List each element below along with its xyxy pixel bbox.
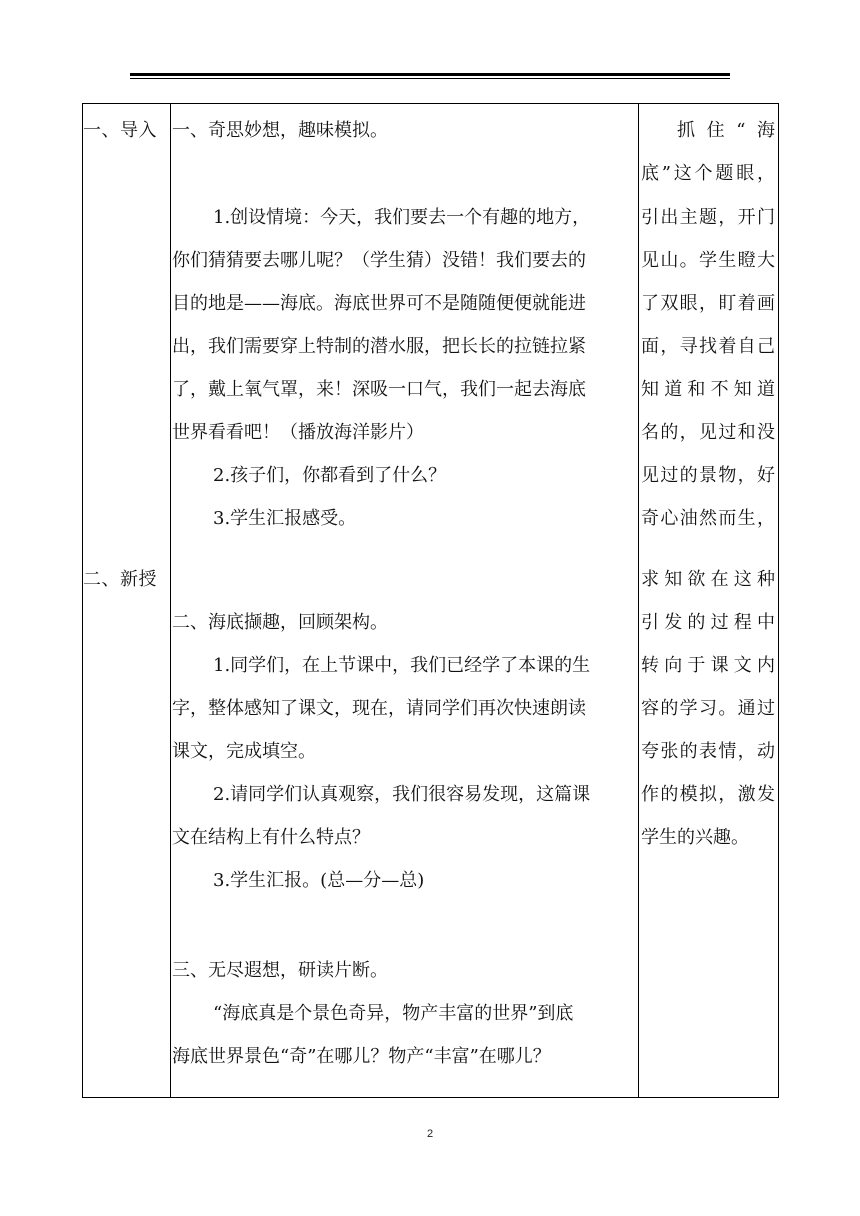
- lesson-plan-table: [82, 103, 779, 1098]
- note-line: 抓住“海: [677, 120, 775, 141]
- note-line: 夸张的表情，动: [641, 741, 775, 762]
- column-divider-notes: [638, 104, 639, 1097]
- note-line: 奇心油然而生，: [641, 508, 775, 529]
- note-line: 了双眼，盯着画: [641, 293, 775, 314]
- note-line: 引发的过程中: [641, 612, 775, 633]
- note-line: 面，寻找着自己: [641, 336, 775, 357]
- paragraph-line: 2.请同学们认真观察，我们很容易发现，这篇课: [213, 784, 591, 805]
- paragraph-line: 课文，完成填空。: [172, 741, 316, 762]
- paragraph-line: 目的地是——海底。海底世界可不是随随便便就能进: [172, 293, 586, 314]
- note-line: 名的，见过和没: [641, 422, 775, 443]
- note-line: 见过的景物，好: [641, 465, 775, 486]
- paragraph-line: 世界看看吧！（播放海洋影片）: [172, 422, 424, 443]
- column-divider-stage: [170, 104, 171, 1097]
- note-line: 底”这个题眼，: [641, 163, 775, 184]
- note-line: 求知欲在这种: [641, 569, 775, 590]
- section-title-2: 二、海底撷趣，回顾架构。: [172, 612, 388, 633]
- paragraph-line: 1.创设情境：今天，我们要去一个有趣的地方，: [213, 207, 591, 228]
- paragraph-line: 1.同学们，在上节课中，我们已经学了本课的生: [213, 655, 591, 676]
- note-line: 学生的兴趣。: [641, 827, 749, 848]
- stage-intro: 一、导入: [83, 120, 157, 141]
- paragraph-line: 海底世界景色“奇”在哪儿？物产“丰富”在哪儿？: [172, 1046, 551, 1067]
- paragraph-line: 了，戴上氧气罩，来！深吸一口气，我们一起去海底: [172, 379, 586, 400]
- paragraph-line: 2.孩子们，你都看到了什么？: [213, 465, 447, 486]
- section-title-1: 一、奇思妙想，趣味模拟。: [172, 120, 388, 141]
- page-number: 2: [426, 1128, 434, 1140]
- note-line: 容的学习。通过: [641, 698, 775, 719]
- paragraph-line: 你们猜猜要去哪儿呢？（学生猜）没错！我们要去的: [172, 250, 586, 271]
- paragraph-line: 出，我们需要穿上特制的潜水服，把长长的拉链拉紧: [172, 336, 586, 357]
- paragraph-line: 3.学生汇报。(总—分—总): [213, 870, 425, 891]
- section-title-3: 三、无尽遐想，研读片断。: [172, 960, 388, 981]
- paragraph-line: 文在结构上有什么特点？: [172, 827, 370, 848]
- paragraph-line: 字，整体感知了课文，现在，请同学们再次快速朗读: [172, 698, 586, 719]
- paragraph-line: “海底真是个景色奇异，物产丰富的世界”到底: [213, 1003, 574, 1024]
- header-rule-thick: [130, 73, 730, 76]
- paragraph-line: 3.学生汇报感受。: [213, 508, 357, 529]
- note-line: 作的模拟，激发: [641, 784, 775, 805]
- note-line: 知道和不知道: [641, 379, 775, 400]
- note-line: 见山。学生瞪大: [641, 250, 775, 271]
- header-rule-thin: [130, 78, 730, 79]
- stage-new-lesson: 二、新授: [83, 569, 157, 590]
- note-line: 转向于课文内: [641, 655, 775, 676]
- note-line: 引出主题，开门: [641, 207, 775, 228]
